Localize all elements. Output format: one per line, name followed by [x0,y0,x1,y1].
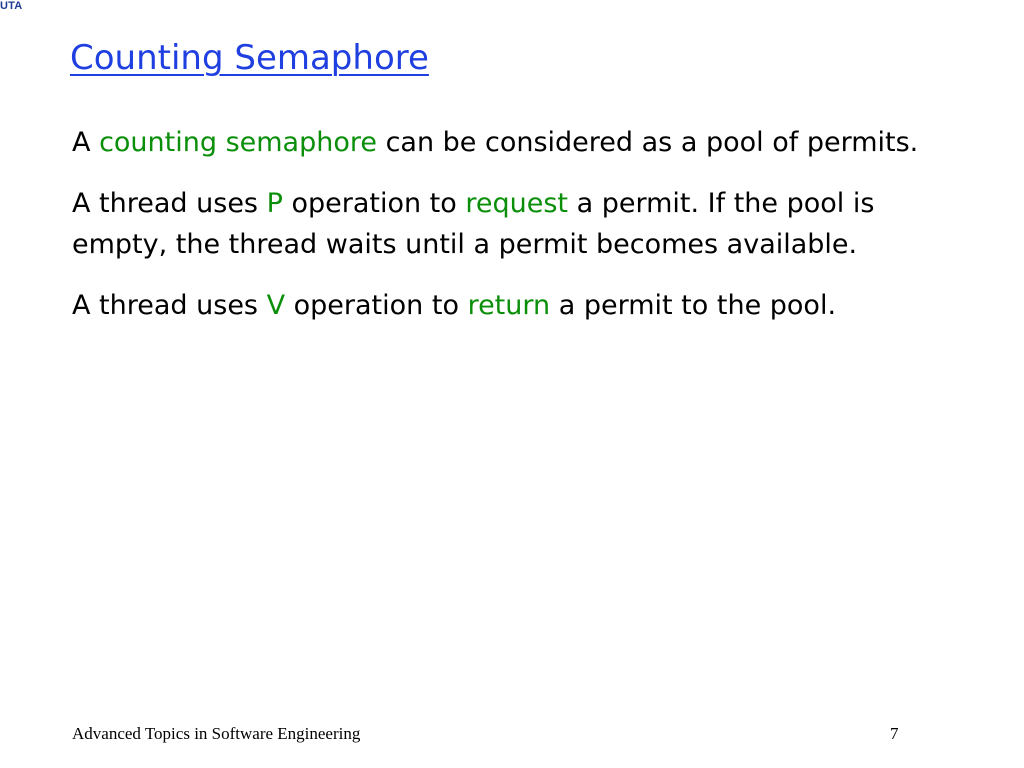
p3-text-c: operation to [285,290,468,321]
p3-term-v: V [266,290,286,321]
paragraph-3 [72,285,952,326]
p1-text-a: A [72,127,100,158]
p2-term-p: P [266,188,283,219]
p2-text-e: a permit. If the pool is empty, the thread waits until a permit becomes available. [72,188,875,260]
p2-text-a: A thread uses [72,188,267,219]
p2-text-c: operation to [282,188,466,219]
paragraph-1 [72,122,952,163]
uta-logo: UTA [0,0,23,12]
p3-term-return: return [467,290,551,321]
footer-page-number: 7 [890,724,899,743]
p1-term-counting-semaphore: counting semaphore [99,127,377,158]
p3-text-e: a permit to the pool. [550,290,837,321]
paragraph-2 [72,183,952,265]
p1-text-c: can be considered as a pool of permits. [377,127,919,158]
p3-text-a: A thread uses [72,290,267,321]
slide-body [72,122,952,346]
slide-title: Counting Semaphore [70,38,429,78]
footer-course-title: Advanced Topics in Software Engineering [72,724,361,743]
p2-term-request: request [465,188,569,219]
